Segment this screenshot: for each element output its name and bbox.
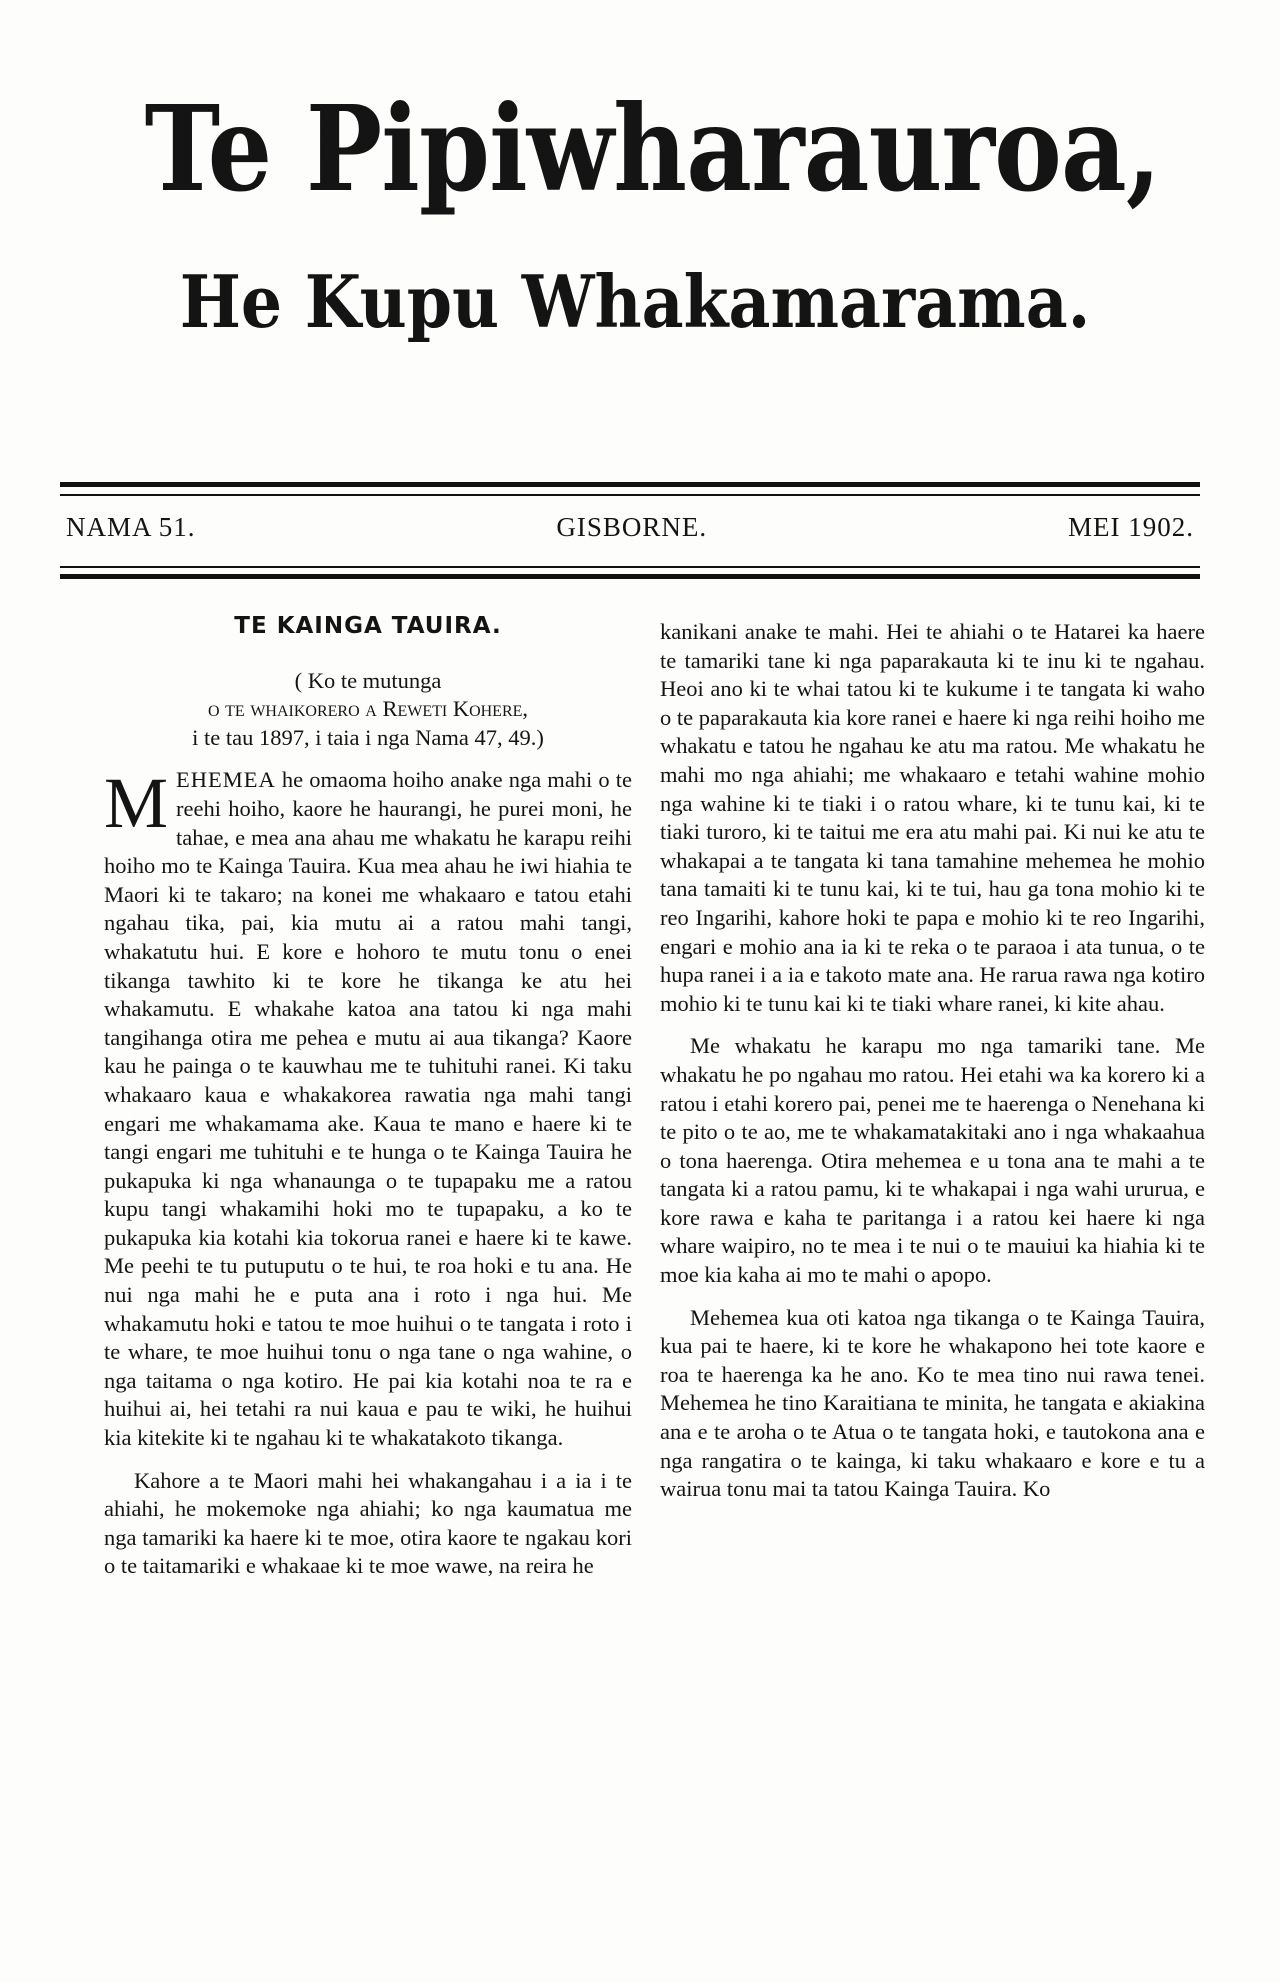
- column-right: [660, 618, 1205, 1518]
- paragraph-1-lead: EHEMEA: [176, 767, 276, 793]
- rule-top-thick: [60, 482, 1200, 487]
- paragraph-2: Kahore a te Maori mahi hei whakangahau i a ia i te ahiahi, he mokemoke nga ahiahi; ko nga kaumatua me nga tamariki ka haere ki te moe, otira kaore te ngakau kori o te taitamariki e whakaae ki te moe wawe, na reira he: [104, 1467, 632, 1579]
- column-left: [104, 612, 632, 1595]
- drop-cap: M: [104, 763, 169, 844]
- rule-bottom-thin: [60, 566, 1200, 568]
- newspaper-title: Te Pipiwharauroa,: [144, 79, 1161, 218]
- byline-line-2: o te whaikorero a Reweti Kohere,: [207, 696, 529, 722]
- issue-date: MEI 1902.: [1068, 512, 1194, 542]
- paragraph-5: Mehemea kua oti katoa nga tikanga o te Kainga Tauira, kua pai te haere, ki te kore he whakapono hei tote kaore e roa te haerenga ka he ano. Ko te mea tino nui rawa tenei. Mehemea he tino Karaitiana te minita, he tangata e akiakina ana e te aroha o te Atua o te tangata hoki, e tautokona ana e nga rangatira o te kainga, ki taku whakaaro e kore e tu a wairua tonu mai ta tatou Kainga Tauira. Ko: [660, 1304, 1205, 1502]
- rule-bottom-thick: [60, 574, 1200, 579]
- newspaper-subtitle: He Kupu Whakamarama.: [179, 259, 1091, 344]
- rule-top-thin: [60, 494, 1200, 496]
- paragraph-4: Me whakatu he karapu mo nga tamariki tane. Me whakatu he po ngahau mo ratou. Hei etahi wa ka korero ki a ratou i etahi korero pai, penei me te haerenga o Nenehana ki te pito o te ao, me te whakamatakitaki ano i nga whakaahua o tona haerenga. Otira mehemea e u tona ana te mahi a te tangata ki a ratou pamu, ki te whakapai i nga wahi ururua, e kore rawa e kaha te paritanga i a ratou kei haere ki nga whare waipiro, no te mea i te nui o te mauiui ka hiahia ki te moe kia kaha ai mo te mahi o apopo.: [660, 1033, 1205, 1288]
- dateline: [66, 512, 1194, 543]
- place-of-publication: GISBORNE.: [556, 512, 708, 542]
- paragraph-1-text: he omaoma hoiho anake nga mahi o te reehi hoiho, kaore he haurangi, he purei moni, he tahae, e mea ana ahau me whakatu he karapu reihi hoiho mo te Kainga Tauira. Kua mea ahau he iwi hiahia te Maori ki te takaro; na konei me whakaaro e tatou etahi ngahau tika, pai, kia mutu ai a ratou mahi tangi, whakatutu hui. E kore e hohoro te mutu tonu o enei tikanga tawhito ki te kore he tikanga ke atu hei whakamutu. E whakahe katoa ana tatou ki nga mahi tangihanga otira me pehea e mutu ai aua tikanga? Kaore kau he painga o te kauwhau me te tuhituhi ranei. Ki taku whakaaro kaua e whakakorea rawatia nga mahi tangi engari me whakamama ake. Kaua te mano e haere ki te tangi engari me tuhituhi e te hunga o te Kainga Tauira he pukapuka ki nga whanaunga o te tupapaku me a ratou kupu tangi whakamihi hoki mo te tupapaku, a ko te pukapuka kia kotahi kia tokorua ranei e haere ki te kawe. Me peehi te tu putuputu o te hui, te roa hoki e tu ana. He nui nga mahi he e puta ana i roto i nga hui. Me whakamutu hoki e tatou te moe huihui o te tangata i roto i te whare, te moe huihui tonu o nga tane o nga wahine, o nga taitama o nga kotiro. He pai kia kotahi noa te ra e huihui ai, hei tetahi ra nui kaua e pau te wiki, he huihui kia kitekite ki te ngahau ki te whakatakoto tikanga.: [104, 767, 632, 1451]
- masthead: [0, 79, 1280, 344]
- paragraph-1: [104, 763, 632, 1452]
- byline-line-3: i te tau 1897, i taia i nga Nama 47, 49.): [192, 724, 544, 750]
- issue-number: NAMA 51.: [66, 512, 196, 542]
- article-byline: [104, 667, 632, 753]
- paragraph-3: kanikani anake te mahi. Hei te ahiahi o te Hatarei ka haere te tamariki tane ki nga paparakauta ki te inu ki te ngahau. Heoi ano ki te whai tatou ki te kukume i te tangata ki waho o te paparakauta kia kore ranei e haere ki nga reihi hoiho me whakatu e tatou he ngahau ke atu ma ratou. Me whakatu he mahi mo nga ahiahi; me whakaaro e tetahi wahine mohio nga wahine ki te tiaki i o ratou whare, ki te tunu kai, ki te tiaki turoro, ki te taitui me era atu mahi pai. Ki nui ke atu te whakapai a te tangata ki tana tamahine mehemea he mohio tana tamaiti ki te tunu kai, ki te tui, hau ga tona mohio ki te reo Ingarihi, kahore hoki te papa e mohio ki te reo Ingarihi, engari e mohio ana ia ki te reka o te paraoa i ata tunua, o te hupa ranei i a ia e takoto mate ana. He rarua rawa nga kotiro mohio ki te tunu kai ki te tiaki whare ranei, ki kite ahau.: [660, 619, 1205, 1016]
- byline-line-1: ( Ko te mutunga: [294, 667, 442, 693]
- article-heading: TE KAINGA TAUIRA.: [234, 613, 502, 639]
